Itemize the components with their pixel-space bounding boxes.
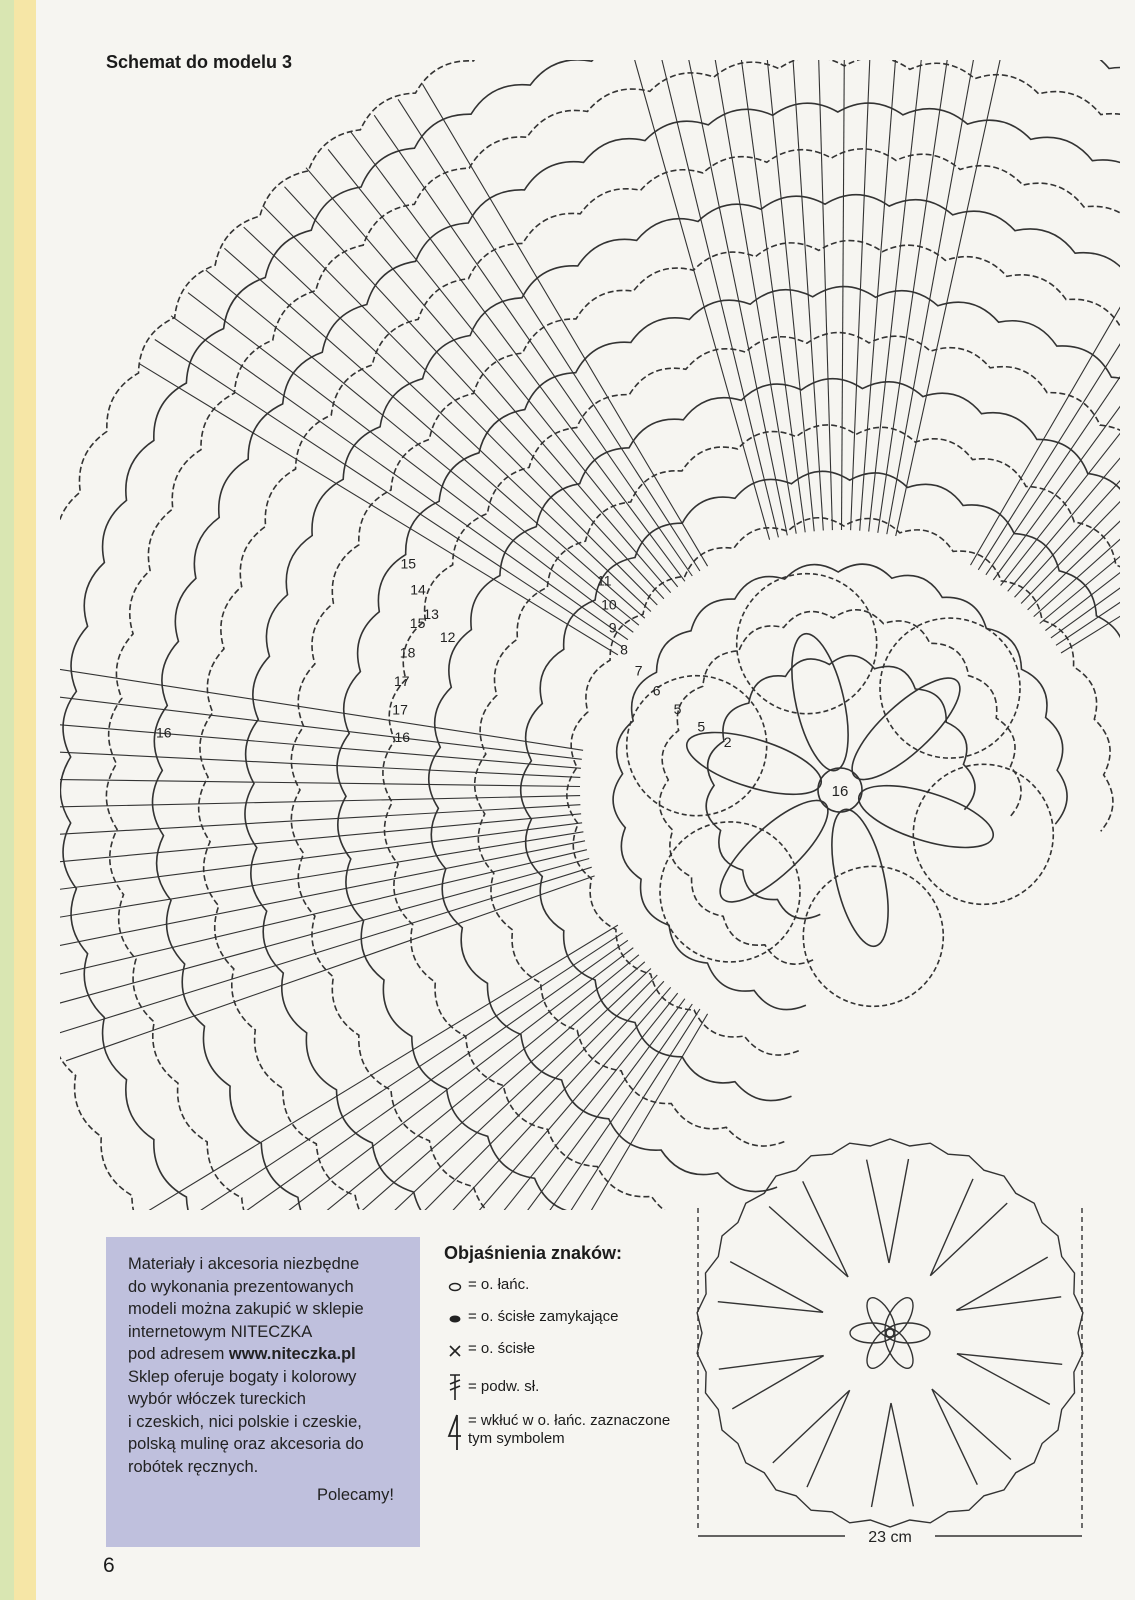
crochet-ring: [475, 425, 1120, 1146]
flower-center-label: 16: [831, 783, 849, 800]
stitch-fan-line: [993, 128, 1120, 580]
stitch-fan-line: [1051, 310, 1120, 638]
fan-wedge: [718, 1262, 823, 1313]
dimension-label: 23 cm: [868, 1529, 912, 1546]
row-number-label: 2: [723, 734, 732, 751]
crochet-ring: [152, 103, 1120, 1210]
row-number-label: 7: [634, 662, 643, 679]
stitch-fan-line: [60, 850, 587, 979]
info-line: robótek ręcznych.: [128, 1457, 259, 1476]
stitch-fan-line: [171, 316, 628, 640]
stitch-fan-line: [1045, 287, 1120, 630]
outer-petal-arc: [803, 866, 943, 1006]
stitch-fan-line: [1034, 243, 1120, 616]
flower-petal: [852, 773, 1000, 860]
stitch-fan-line: [60, 693, 582, 759]
legend-item: [444, 1308, 684, 1330]
fan-wedge: [719, 1356, 824, 1409]
fan-wedge: [867, 1159, 909, 1263]
stitch-fan-line: [351, 999, 685, 1210]
row-number-label: 17: [392, 701, 408, 718]
stitch-fan-line: [224, 248, 644, 618]
fan-wedge: [773, 1390, 850, 1487]
legend-text: = o. łańc.: [468, 1276, 530, 1293]
stitch-fan-line: [285, 187, 664, 599]
stitch-fan-line: [1021, 202, 1120, 604]
stitch-fan-line: [264, 207, 658, 605]
info-line: i czeskich, nici polskie i czeskie,: [128, 1412, 362, 1431]
crochet-ring: [60, 60, 1120, 1210]
stitch-fan-line: [60, 796, 580, 808]
doily-outline-diagram: [690, 1108, 1100, 1548]
row-number-label: 5: [673, 701, 682, 718]
outer-petal-arc: [627, 676, 767, 816]
crochet-ring: [291, 241, 1120, 1210]
info-line: Sklep oferuje bogaty i kolorowy: [128, 1367, 357, 1386]
page-title: Schemat do modelu 3: [106, 52, 293, 72]
stitch-fan-line: [423, 84, 708, 566]
legend: [444, 1243, 684, 1462]
stitch-fan-line: [978, 96, 1120, 570]
legend-item: [444, 1412, 684, 1452]
row-number-label: 5: [697, 718, 706, 735]
stitch-fan-line: [155, 340, 623, 648]
flower-petal: [706, 786, 841, 916]
shop-link[interactable]: www.niteczka.pl: [228, 1345, 356, 1363]
mini-flower-petal: [861, 1293, 900, 1341]
row-number-label: 15: [409, 615, 426, 632]
stitch-fan-line: [1056, 334, 1120, 646]
legend-item: [444, 1276, 684, 1298]
info-line: internetowym NITECZKA: [128, 1322, 313, 1341]
legend-item: [444, 1372, 684, 1402]
stitch-fan-line: [759, 60, 814, 531]
row-number-label: 16: [156, 724, 172, 741]
insert-hook-icon: [444, 1412, 466, 1452]
info-address-line: [128, 1343, 394, 1366]
stitch-fan-line: [60, 750, 580, 777]
stitch-fan-line: [60, 859, 589, 1007]
info-line: do wykonania prezentowanych: [128, 1277, 354, 1296]
outer-petal-arc: [913, 764, 1053, 904]
fan-wedge: [930, 1179, 1007, 1276]
page-binding-edge: [0, 0, 14, 1600]
double-crochet-icon: [444, 1372, 466, 1402]
stitch-fan-line: [60, 779, 580, 787]
stitch-fan-line: [1008, 163, 1120, 591]
page-binding-strip: [14, 0, 36, 1600]
info-line: polską mulinę oraz akcesoria do: [128, 1435, 364, 1453]
fan-wedge: [872, 1403, 914, 1507]
flower-petal: [838, 664, 973, 794]
stitch-fan-line: [206, 270, 639, 625]
outer-petal-arc: [660, 822, 800, 962]
crochet-ring: [429, 379, 1120, 1192]
mini-flower-petal: [850, 1323, 894, 1343]
row-number-label: 8: [620, 641, 628, 658]
stitch-fan-line: [60, 841, 585, 950]
legend-text: = wkłuć w o. łańc. zaznaczone tym symbolem: [468, 1412, 671, 1447]
legend-text: = o. ścisłe: [468, 1340, 536, 1357]
info-line: wybór włóczek tureckich: [128, 1390, 306, 1408]
stitch-fan-line: [171, 940, 628, 1210]
row-number-label: 17: [394, 673, 410, 690]
stitch-fan-line: [1040, 265, 1120, 624]
row-number-label: 18: [399, 644, 416, 661]
page-number: 6: [103, 1554, 115, 1577]
row-number-label: 12: [439, 629, 456, 646]
row-number-label: 14: [410, 581, 426, 598]
stitch-fan-line: [702, 60, 796, 534]
mini-flower-center: [886, 1329, 894, 1337]
stitch-fan-line: [787, 60, 823, 530]
mini-flower-petal: [886, 1323, 930, 1343]
info-box: [106, 1237, 420, 1547]
legend-text: = podw. sł.: [468, 1378, 540, 1395]
stitch-fan-line: [60, 665, 583, 751]
stitch-fan-line: [618, 60, 770, 540]
crochet-chart: [60, 60, 1120, 1210]
fan-wedge: [957, 1354, 1062, 1405]
row-number-label: 15: [400, 555, 417, 572]
legend-text: = o. ścisłe zamykające: [468, 1308, 619, 1325]
legend-title: Objaśnienia znaków:: [444, 1243, 623, 1263]
stitch-fan-line: [351, 132, 685, 581]
outer-petal-arc: [737, 574, 877, 714]
crochet-ring: [60, 60, 1120, 1210]
stitch-fan-line: [328, 149, 678, 587]
row-number-label: 11: [597, 572, 612, 589]
mini-flower-petal: [879, 1293, 918, 1341]
stitch-fan-line: [842, 60, 845, 530]
chain-icon: [444, 1276, 466, 1298]
address-prefix: pod adresem: [128, 1345, 229, 1363]
doily-outline: [697, 1139, 1083, 1527]
stitch-fan-line: [374, 115, 692, 576]
row-number-label: 16: [394, 728, 411, 745]
stitch-fan-line: [730, 60, 805, 532]
fan-wedge: [769, 1181, 848, 1277]
info-line: Materiały i akcesoria niezbędne: [128, 1255, 360, 1273]
stitch-fan-line: [851, 60, 874, 530]
info-line: modeli można zakupić w sklepie: [128, 1300, 364, 1318]
stitch-fan-line: [674, 60, 788, 535]
row-number-label: 9: [608, 619, 617, 636]
fan-wedge: [932, 1389, 1011, 1485]
legend-item: [444, 1340, 684, 1362]
outer-petal-arc: [880, 618, 1020, 758]
stitch-fan-line: [306, 168, 671, 593]
row-number-label: 10: [601, 596, 617, 613]
info-sign: Polecamy!: [316, 1486, 394, 1504]
fan-wedge: [956, 1257, 1061, 1310]
stitch-fan-line: [188, 948, 633, 1210]
single-crochet-icon: [444, 1340, 466, 1362]
stitch-fan-line: [971, 81, 1121, 565]
stitch-fan-line: [155, 933, 623, 1210]
stitch-fan-line: [60, 823, 582, 894]
row-number-label: 13: [423, 605, 439, 622]
stitch-fan-line: [285, 981, 664, 1210]
stitch-fan-line: [60, 832, 583, 922]
row-number-label: 6: [652, 682, 661, 699]
crochet-ring: [383, 333, 1120, 1210]
slip-stitch-icon: [444, 1308, 466, 1330]
